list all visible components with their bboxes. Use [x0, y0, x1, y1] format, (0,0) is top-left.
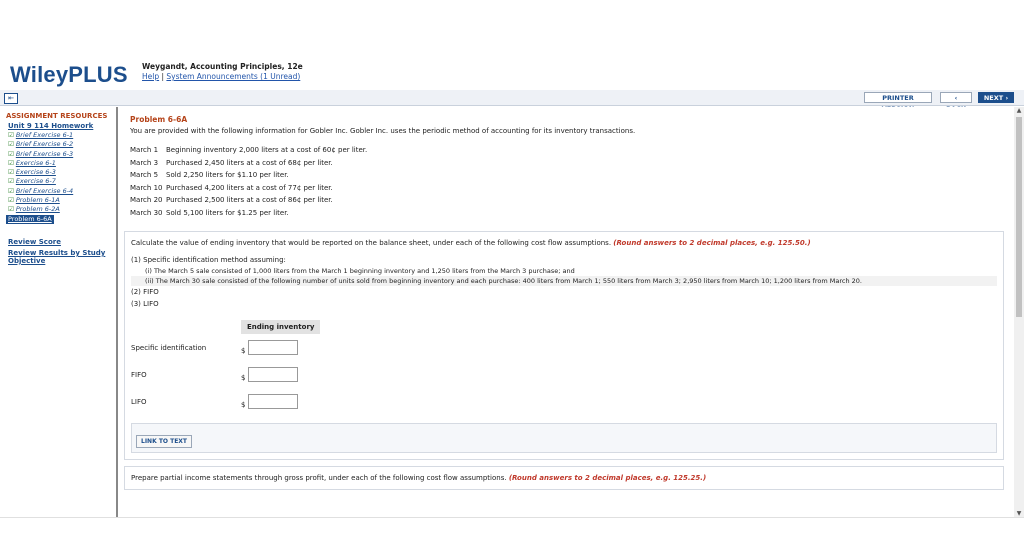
sidebar-item-label: Exercise 6-3	[15, 168, 56, 177]
checkbox-icon: ☑	[8, 149, 14, 158]
sidebar-item-exercise-6-3[interactable]	[8, 168, 116, 177]
link-bar	[131, 423, 997, 453]
transaction-row	[130, 182, 998, 195]
transaction-date: March 1	[130, 146, 159, 154]
transaction-text: Sold 2,250 liters for $1.10 per liter.	[166, 171, 289, 179]
part1-panel	[124, 231, 1004, 460]
printer-version-button[interactable]: PRINTER	[864, 92, 932, 103]
transaction-text: Beginning inventory 2,000 liters at a cost of 60¢ per liter.	[166, 146, 368, 154]
sidebar-item-label: Brief Exercise 6-2	[15, 140, 74, 149]
row-label: LIFO	[131, 397, 147, 406]
sidebar-item-brief-exercise-6-2[interactable]	[8, 140, 116, 149]
scroll-up-icon[interactable]: ▲	[1016, 107, 1022, 114]
sidebar-item-problem-6-6a[interactable]: Problem 6-6A	[8, 214, 52, 223]
help-link[interactable]: Help	[142, 72, 160, 81]
bottom-blank-area	[0, 517, 1024, 551]
course-title: Weygandt, Accounting Principles, 12e	[142, 62, 303, 71]
option-specific-identification: (1) Specific identification method assuming:	[131, 256, 286, 264]
transaction-date: March 20	[130, 196, 163, 204]
course-info	[142, 62, 303, 81]
link-to-text-button[interactable]: LINK TO TEXT	[136, 435, 192, 448]
fifo-input[interactable]	[248, 367, 298, 382]
ending-inventory-table	[131, 320, 320, 415]
checkbox-icon: ☑	[8, 140, 14, 149]
header-links	[142, 72, 303, 81]
transaction-text: Purchased 2,450 liters at a cost of 68¢ per liter.	[166, 158, 333, 167]
part1-rounding-note: (Round answers to 2 decimal places, e.g. 125.50.)	[613, 239, 811, 247]
transaction-row	[130, 194, 998, 207]
sidebar-item-label: Problem 6-2A	[15, 205, 60, 214]
table-row	[131, 388, 320, 415]
next-button[interactable]: NEXT ›	[978, 92, 1014, 103]
table-row	[131, 334, 320, 361]
transaction-text: Purchased 2,500 liters at a cost of 86¢ per liter.	[166, 196, 333, 204]
transaction-date: March 3	[130, 158, 159, 167]
currency-symbol: $	[241, 374, 246, 382]
checkbox-icon: ☑	[8, 186, 14, 195]
sidebar-list	[8, 131, 116, 224]
table-row	[131, 361, 320, 388]
transaction-row	[130, 157, 998, 170]
currency-symbol: $	[241, 347, 246, 355]
lifo-input[interactable]	[248, 394, 298, 409]
sidebar-item-label: Problem 6-1A	[15, 196, 60, 205]
ending-inventory-header: Ending inventory	[241, 320, 320, 334]
transaction-row	[130, 169, 998, 182]
part2-instruction	[131, 473, 997, 483]
sub-option-i: (i) The March 5 sale consisted of 1,000 liters from the March 1 beginning inventory and 1,250 liters from the March 3 purchase; and	[145, 267, 575, 275]
problem-intro: You are provided with the following information for Gobler Inc. Gobler Inc. uses the periodic method of accounting for its inventory transactions.	[130, 127, 636, 135]
sidebar-item-label: Exercise 6-7	[15, 177, 56, 186]
collapse-panel-icon[interactable]: ⇤	[4, 93, 18, 104]
assignment-sidebar	[0, 107, 118, 550]
transaction-text: Purchased 4,200 liters at a cost of 77¢ per liter.	[166, 183, 333, 192]
checkbox-icon: ☑	[8, 205, 14, 214]
checkbox-icon: ☑	[8, 196, 14, 205]
checkbox-icon: ☑	[8, 177, 14, 186]
scroll-thumb[interactable]	[1016, 117, 1022, 317]
sidebar-item-label: Brief Exercise 6-1	[15, 131, 74, 139]
link-separator: |	[161, 72, 165, 81]
app-header	[0, 58, 1024, 88]
transaction-date: March 30	[130, 208, 163, 217]
transaction-text: Sold 5,100 liters for $1.25 per liter.	[166, 208, 289, 217]
sidebar-item-brief-exercise-6-4[interactable]	[8, 187, 116, 196]
top-blank-area	[0, 0, 1024, 58]
checkbox-icon: ☑	[8, 158, 14, 167]
checkbox-icon: ☑	[8, 168, 14, 177]
problem-panel	[124, 107, 1004, 225]
row-label: Specific identification	[131, 343, 207, 352]
option-lifo: (3) LIFO	[131, 300, 159, 308]
wileyplus-logo[interactable]: WileyPLUS	[10, 62, 128, 87]
sidebar-item-problem-6-2a[interactable]	[8, 205, 116, 214]
part1-instruction	[131, 238, 997, 248]
transaction-row	[130, 144, 998, 157]
sidebar-item-exercise-6-1[interactable]	[8, 159, 116, 168]
main-content	[124, 107, 1004, 550]
part2-instruction-text: Prepare partial income statements through gross profit, under each of the following cost flow assumptions.	[131, 474, 507, 482]
scroll-down-icon[interactable]: ▼	[1016, 510, 1022, 517]
transaction-row	[130, 207, 998, 220]
part2-panel	[124, 466, 1004, 490]
sub-option-ii: (ii) The March 30 sale consisted of the following number of units sold from beginning inventory and each purchase: 400 liters from March 1; 550 liters from March 3; 2,950 liters from March 10; 1,200 liters from March 20.	[131, 276, 997, 286]
back-button[interactable]: ‹	[940, 92, 972, 103]
sidebar-item-brief-exercise-6-1[interactable]	[8, 131, 116, 140]
transaction-date: March 5	[130, 171, 159, 179]
table-corner	[131, 320, 241, 334]
currency-symbol: $	[241, 401, 246, 409]
transaction-date: March 10	[130, 183, 163, 192]
checkbox-icon: ☑	[8, 131, 14, 139]
sidebar-item-exercise-6-7[interactable]	[8, 177, 116, 186]
toolbar	[0, 90, 1024, 106]
sidebar-unit-link[interactable]: Unit 9 114 Homework	[8, 122, 94, 130]
review-score-link[interactable]: Review Score	[8, 237, 61, 246]
announcements-link[interactable]: System Announcements (1 Unread)	[166, 72, 301, 81]
row-label: FIFO	[131, 370, 147, 379]
sidebar-item-label: Exercise 6-1	[15, 158, 56, 167]
part1-instruction-text: Calculate the value of ending inventory that would be reported on the balance sheet, under each of the following cost flow assumptions.	[131, 239, 612, 247]
vertical-scrollbar[interactable]	[1014, 107, 1024, 517]
problem-title: Problem 6-6A	[130, 115, 188, 124]
sidebar-item-problem-6-1a[interactable]	[8, 196, 116, 205]
sidebar-item-label: Brief Exercise 6-4	[15, 186, 74, 195]
sidebar-item-label: Brief Exercise 6-3	[15, 149, 74, 158]
specific-identification-input[interactable]	[248, 340, 298, 355]
part2-rounding-note: (Round answers to 2 decimal places, e.g. 125.25.)	[508, 474, 707, 482]
sidebar-item-brief-exercise-6-3[interactable]	[8, 150, 116, 159]
option-fifo: (2) FIFO	[131, 288, 159, 296]
sidebar-title: ASSIGNMENT RESOURCES	[6, 112, 108, 120]
review-results-link[interactable]: Review Results by Study Objective	[8, 248, 106, 265]
